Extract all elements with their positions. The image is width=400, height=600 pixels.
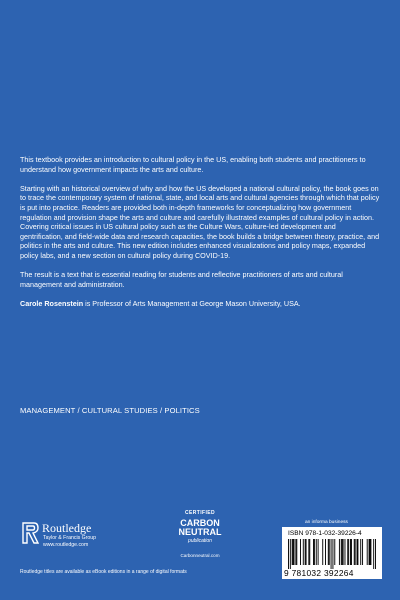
barcode-bar xyxy=(322,539,323,565)
informa-business-label: an informa business xyxy=(305,520,348,525)
barcode-digits: 9 781032 392264 xyxy=(284,568,354,578)
barcode-bar xyxy=(342,539,343,565)
barcode-bar xyxy=(300,539,301,565)
back-cover-blurb xyxy=(20,155,380,318)
publisher-website: www.routledge.com xyxy=(43,542,89,548)
routledge-logo xyxy=(20,520,130,548)
barcode-bar xyxy=(367,539,368,565)
author-bio-text: is Professor of Arts Management at George Mason University, USA. xyxy=(83,298,301,308)
isbn-barcode xyxy=(282,527,382,579)
ebook-note: Routledge titles are available as eBook editions in a range of digital formats xyxy=(20,569,187,575)
blurb-paragraph-intro: This textbook provides an introduction to cultural policy in the US, enabling both students and practitioners to understand how government impacts the arts and culture. xyxy=(20,155,366,174)
barcode-bar xyxy=(306,539,307,565)
carbon-line-1: CARBON xyxy=(180,518,220,528)
barcode-bar xyxy=(292,539,293,565)
barcode-bar xyxy=(334,539,335,565)
barcode-bar xyxy=(362,539,363,565)
carbon-certified-label: CERTIFIED xyxy=(185,510,215,516)
barcode-bar xyxy=(354,539,355,565)
routledge-r-icon xyxy=(20,522,40,544)
barcode-bar xyxy=(294,539,295,565)
barcode-bar xyxy=(351,539,352,565)
barcode-bar xyxy=(296,539,297,565)
barcode-bar xyxy=(313,539,314,565)
blurb-paragraph-result: The result is a text that is essential reading for students and reflective practitioners of arts and cultural management and administration. xyxy=(20,270,343,289)
barcode-bar xyxy=(325,539,326,565)
carbon-neutral-title xyxy=(168,519,232,536)
barcode-bar xyxy=(347,539,348,565)
barcode-bar xyxy=(295,539,296,565)
barcode-bar xyxy=(303,539,304,565)
barcode-bar xyxy=(348,539,349,565)
barcode-bar xyxy=(369,539,370,565)
barcode-bar xyxy=(350,539,351,565)
publisher-group: Taylor & Francis Group xyxy=(43,535,97,541)
barcode-bar xyxy=(290,539,291,569)
subject-categories: MANAGEMENT / CULTURAL STUDIES / POLITICS xyxy=(20,406,200,415)
barcode-bar xyxy=(309,539,310,565)
barcode-bar xyxy=(329,539,330,565)
barcode-bar xyxy=(314,539,315,565)
barcode-bar xyxy=(341,539,342,565)
barcode-bar xyxy=(343,539,344,565)
barcode-bar xyxy=(328,539,329,565)
barcode-bar xyxy=(308,539,309,565)
barcode-bar xyxy=(355,539,356,565)
carbon-neutral-badge xyxy=(168,510,232,570)
barcode-bar xyxy=(318,539,319,565)
barcode-bar xyxy=(293,539,294,565)
barcode-bar xyxy=(288,539,289,569)
barcode-bar xyxy=(375,539,376,569)
barcode-bar xyxy=(345,539,346,565)
barcode-bars xyxy=(288,539,376,569)
publisher-name: Routledge xyxy=(42,521,92,535)
isbn-label: ISBN 978-1-032-39226-4 xyxy=(288,530,362,537)
barcode-bar xyxy=(331,539,332,569)
blurb-paragraph-overview: Starting with an historical overview of why and how the US developed a national cultural policy, the book goes on to trace the contemporary system of national, state, and local arts and cultural agencies through which that policy is put into practice. Readers are provided both in-depth frameworks for conceptualizing how government regulation and provision shape the arts and culture and carefully illustrated examples of cultural policy in action. Covering critical issues in US cultural policy such as the Culture Wars, culture-led development and gentrification, and field-wide data and research capacities, the book builds a bridge between theory, practice, and politics in the arts and culture. This new edition includes enhanced visualizations and policy maps, expanded policy labs, and a new section on cultural policy during COVID-19. xyxy=(20,183,380,260)
barcode-bar xyxy=(316,539,317,565)
barcode-bar xyxy=(370,539,371,565)
barcode-bar xyxy=(357,539,358,565)
barcode-bar xyxy=(370,539,371,565)
author-bio xyxy=(20,299,380,309)
carbon-line-2: NEUTRAL xyxy=(178,526,222,537)
barcode-bar xyxy=(305,539,306,565)
author-name: Carole Rosenstein xyxy=(20,298,84,308)
barcode-bar xyxy=(360,539,361,565)
barcode-bar xyxy=(339,539,340,565)
barcode-bar xyxy=(357,539,358,565)
carbon-website: Carbonneutral.com xyxy=(180,553,220,558)
barcode-bar xyxy=(332,539,333,569)
carbon-publication-label: publication xyxy=(188,538,212,544)
barcode-bar xyxy=(373,539,374,569)
